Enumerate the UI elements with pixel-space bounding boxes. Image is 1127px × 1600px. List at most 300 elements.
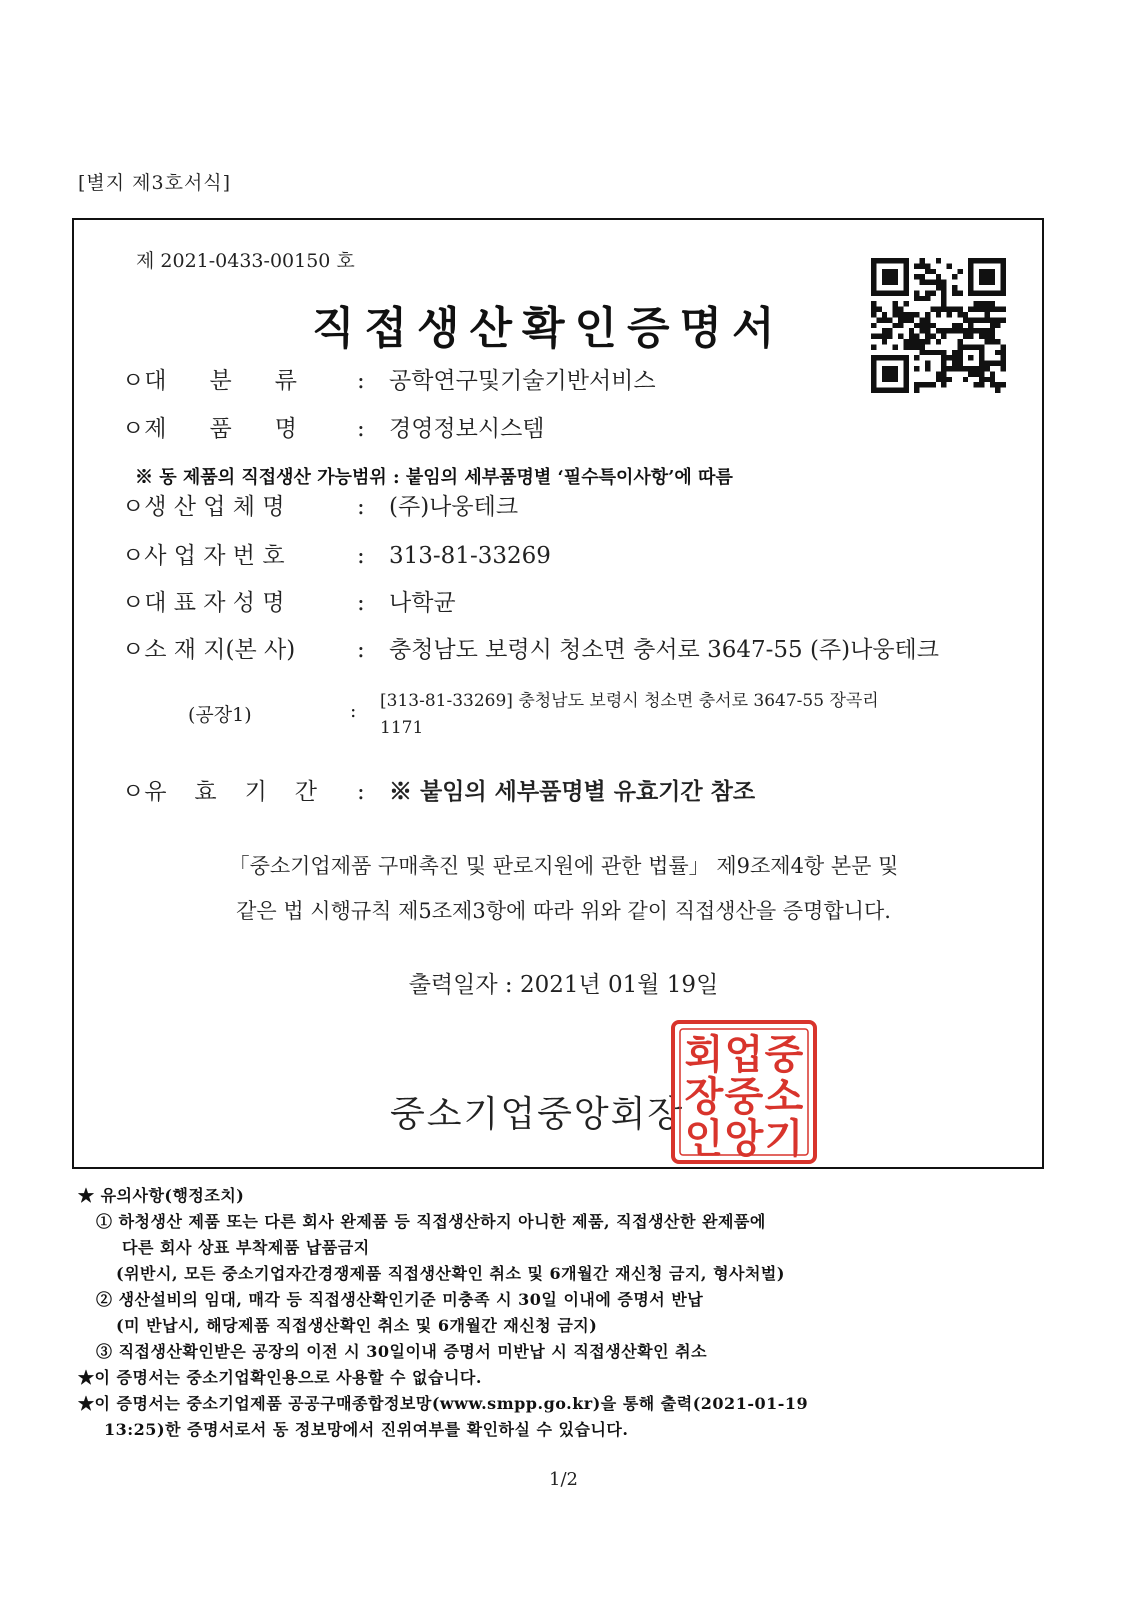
- qr-module: [968, 334, 973, 339]
- field-category: [122, 362, 656, 395]
- qr-module: [914, 355, 919, 360]
- qr-module: [909, 334, 914, 339]
- qr-module: [947, 263, 952, 268]
- qr-module: [893, 301, 898, 306]
- qr-module: [871, 355, 876, 360]
- qr-module: [898, 323, 903, 328]
- qr-module: [995, 382, 1000, 387]
- qr-module: [909, 328, 914, 333]
- colon: :: [350, 700, 357, 722]
- issue-date: 출력일자 : 2021년 01월 19일: [408, 972, 719, 998]
- seal-character: 소: [764, 1073, 804, 1120]
- field-business-number-label: ㅇ사 업 자 번 호: [122, 543, 285, 569]
- qr-module: [941, 377, 946, 382]
- notice-item: ③ 직접생산확인받은 공장의 이전 시 30일이내 증명서 미반납 시 직접생산확인 취소: [96, 1342, 708, 1361]
- qr-module: [936, 377, 941, 382]
- notice-item: 13:25)한 증명서로서 동 정보망에서 진위여부를 확인하실 수 있습니다.: [104, 1420, 629, 1439]
- qr-module: [990, 382, 995, 387]
- qr-module: [887, 328, 892, 333]
- qr-module: [995, 339, 1000, 344]
- qr-module: [990, 317, 995, 322]
- qr-module: [898, 258, 903, 263]
- qr-module: [936, 274, 941, 279]
- qr-module: [968, 323, 973, 328]
- qr-module: [930, 280, 935, 285]
- colon: :: [357, 494, 365, 520]
- qr-module: [941, 307, 946, 312]
- qr-module: [995, 290, 1000, 295]
- qr-module: [914, 290, 919, 295]
- issuer-name: 중소기업중앙회장: [390, 1094, 685, 1135]
- qr-module: [925, 317, 930, 322]
- field-address: [122, 631, 939, 664]
- form-number-label: [별지 제3호서식]: [78, 172, 232, 194]
- qr-module: [979, 307, 984, 312]
- qr-module: [925, 334, 930, 339]
- field-factory-value: [380, 688, 1010, 742]
- qr-module: [882, 269, 887, 274]
- qr-module: [903, 361, 908, 366]
- qr-module: [957, 323, 962, 328]
- qr-module: [957, 361, 962, 366]
- qr-module: [941, 290, 946, 295]
- qr-module: [990, 361, 995, 366]
- qr-module: [920, 258, 925, 263]
- qr-module: [990, 258, 995, 263]
- certificate-title: 직접생산확인증명서: [312, 303, 785, 354]
- qr-module: [871, 388, 876, 393]
- qr-module: [974, 382, 979, 387]
- qr-module: [920, 263, 925, 268]
- qr-module: [968, 328, 973, 333]
- qr-module: [930, 323, 935, 328]
- qr-module: [887, 317, 892, 322]
- qr-module: [887, 366, 892, 371]
- qr-module: [893, 280, 898, 285]
- field-validity-value: ※ 붙임의 세부품명별 유효기간 참조: [389, 778, 756, 805]
- production-scope-note: ※ 동 제품의 직접생산 가능범위 : 붙임의 세부품명별 ‘필수특이사항’에 따름: [135, 467, 733, 488]
- label-char: 품: [209, 416, 232, 442]
- qr-module: [871, 312, 876, 317]
- seal-character: 업: [724, 1031, 764, 1078]
- qr-module: [984, 377, 989, 382]
- field-validity: [122, 773, 755, 806]
- qr-module: [903, 312, 908, 317]
- qr-module: [887, 334, 892, 339]
- qr-module: [920, 323, 925, 328]
- qr-module: [887, 371, 892, 376]
- field-product-label: [122, 410, 297, 443]
- notice-item: ① 하청생산 제품 또는 다른 회사 완제품 등 직접생산하지 아니한 제품, 직접생산한 완제품에: [96, 1212, 766, 1231]
- qr-module: [871, 361, 876, 366]
- qr-module: [893, 269, 898, 274]
- qr-module: [995, 361, 1000, 366]
- qr-module: [968, 274, 973, 279]
- qr-module: [984, 274, 989, 279]
- qr-module: [990, 307, 995, 312]
- qr-module: [920, 339, 925, 344]
- qr-module: [963, 312, 968, 317]
- qr-module: [914, 339, 919, 344]
- qr-module: [974, 301, 979, 306]
- qr-module: [909, 339, 914, 344]
- qr-module: [903, 263, 908, 268]
- qr-module: [941, 296, 946, 301]
- qr-module: [882, 366, 887, 371]
- qr-module: [968, 280, 973, 285]
- qr-module: [984, 301, 989, 306]
- field-address-label: ㅇ소 재 지(본 사): [122, 637, 296, 663]
- qr-module: [887, 274, 892, 279]
- field-representative-label: ㅇ대 표 자 성 명: [122, 590, 285, 616]
- qr-module: [947, 355, 952, 360]
- qr-module: [952, 323, 957, 328]
- qr-module: [979, 290, 984, 295]
- qr-module: [893, 312, 898, 317]
- qr-module: [984, 328, 989, 333]
- qr-module: [914, 263, 919, 268]
- qr-module: [920, 274, 925, 279]
- qr-module: [887, 258, 892, 263]
- qr-module: [893, 355, 898, 360]
- qr-module: [903, 269, 908, 274]
- qr-module: [952, 274, 957, 279]
- qr-module: [968, 355, 973, 360]
- qr-module: [882, 290, 887, 295]
- qr-module: [898, 290, 903, 295]
- qr-module: [920, 328, 925, 333]
- qr-module: [887, 269, 892, 274]
- qr-module: [947, 366, 952, 371]
- field-representative: [122, 584, 456, 617]
- qr-module: [947, 307, 952, 312]
- qr-module: [882, 371, 887, 376]
- qr-module: [903, 344, 908, 349]
- qr-module: [941, 366, 946, 371]
- qr-module: [893, 323, 898, 328]
- qr-module: [882, 377, 887, 382]
- factory-address-line: [313-81-33269] 충청남도 보령시 청소면 충서로 3647-55 장곡리: [380, 691, 879, 711]
- qr-module: [984, 334, 989, 339]
- colon: :: [357, 543, 365, 569]
- qr-module: [898, 334, 903, 339]
- qr-module: [941, 350, 946, 355]
- field-product: [122, 410, 545, 443]
- qr-module: [925, 269, 930, 274]
- qr-module: [990, 334, 995, 339]
- qr-module: [920, 344, 925, 349]
- qr-module: [871, 366, 876, 371]
- qr-module: [936, 307, 941, 312]
- qr-module: [1001, 350, 1006, 355]
- field-category-label: [122, 362, 297, 395]
- qr-module: [914, 312, 919, 317]
- qr-module: [914, 344, 919, 349]
- field-product-value: 경영정보시스템: [389, 416, 545, 442]
- qr-module: [871, 263, 876, 268]
- qr-module: [957, 366, 962, 371]
- qr-module: [887, 290, 892, 295]
- qr-module: [984, 307, 989, 312]
- qr-module: [925, 361, 930, 366]
- qr-module: [898, 355, 903, 360]
- qr-module: [947, 312, 952, 317]
- qr-module: [1001, 290, 1006, 295]
- qr-module: [882, 258, 887, 263]
- qr-module: [914, 274, 919, 279]
- qr-module: [1001, 269, 1006, 274]
- qr-module: [887, 388, 892, 393]
- qr-module: [936, 312, 941, 317]
- qr-module: [882, 388, 887, 393]
- qr-module: [903, 301, 908, 306]
- qr-module: [979, 301, 984, 306]
- qr-module: [990, 280, 995, 285]
- qr-module: [963, 334, 968, 339]
- qr-module: [871, 280, 876, 285]
- qr-module: [936, 371, 941, 376]
- qr-module: [936, 280, 941, 285]
- qr-module: [914, 388, 919, 393]
- qr-module: [984, 339, 989, 344]
- qr-module: [871, 301, 876, 306]
- qr-module: [876, 290, 881, 295]
- qr-module: [893, 307, 898, 312]
- qr-module: [941, 328, 946, 333]
- qr-module: [990, 339, 995, 344]
- qr-module: [941, 355, 946, 360]
- qr-module: [984, 269, 989, 274]
- qr-module: [941, 285, 946, 290]
- qr-module: [963, 328, 968, 333]
- qr-module: [876, 388, 881, 393]
- notice-item: (위반시, 모든 중소기업자간경쟁제품 직접생산확인 취소 및 6개월간 재신청 금지, 형사처벌): [116, 1264, 785, 1283]
- qr-module: [990, 371, 995, 376]
- qr-module: [893, 366, 898, 371]
- qr-module: [1001, 285, 1006, 290]
- qr-module: [990, 301, 995, 306]
- qr-module: [882, 334, 887, 339]
- qr-module: [979, 371, 984, 376]
- qr-module: [925, 366, 930, 371]
- qr-module: [893, 274, 898, 279]
- qr-module: [893, 344, 898, 349]
- qr-module: [979, 258, 984, 263]
- qr-module: [882, 339, 887, 344]
- qr-module: [984, 366, 989, 371]
- colon: :: [357, 779, 365, 805]
- seal-character: 중: [764, 1031, 804, 1078]
- seal-character: 앙: [724, 1115, 764, 1162]
- qr-module: [903, 382, 908, 387]
- qr-module: [1001, 361, 1006, 366]
- qr-module: [893, 388, 898, 393]
- qr-module: [930, 269, 935, 274]
- notice-heading: ★ 유의사항(행정조치): [78, 1186, 245, 1205]
- qr-module: [968, 290, 973, 295]
- qr-module: [925, 312, 930, 317]
- qr-code-icon: [871, 258, 1006, 393]
- qr-module: [882, 312, 887, 317]
- label-char: 효: [194, 779, 217, 805]
- qr-module: [990, 323, 995, 328]
- qr-module: [876, 355, 881, 360]
- seal-character: 회: [684, 1031, 724, 1078]
- qr-module: [957, 339, 962, 344]
- qr-module: [968, 371, 973, 376]
- qr-module: [871, 269, 876, 274]
- qr-module: [925, 350, 930, 355]
- qr-module: [995, 258, 1000, 263]
- seal-character: 인: [684, 1115, 724, 1162]
- qr-module: [876, 258, 881, 263]
- notice-item: (미 반납시, 해당제품 직접생산확인 취소 및 6개월간 재신청 금지): [116, 1316, 598, 1335]
- qr-module: [903, 285, 908, 290]
- label-char: 간: [294, 779, 317, 805]
- qr-module: [1001, 307, 1006, 312]
- qr-module: [957, 350, 962, 355]
- qr-module: [1001, 263, 1006, 268]
- qr-module: [920, 280, 925, 285]
- qr-module: [1001, 274, 1006, 279]
- qr-module: [984, 312, 989, 317]
- qr-module: [974, 344, 979, 349]
- field-company: [122, 488, 518, 521]
- qr-module: [979, 366, 984, 371]
- qr-module: [909, 317, 914, 322]
- qr-module: [903, 355, 908, 360]
- qr-module: [898, 388, 903, 393]
- qr-module: [974, 328, 979, 333]
- qr-module: [925, 280, 930, 285]
- qr-module: [995, 317, 1000, 322]
- qr-module: [1001, 382, 1006, 387]
- qr-module: [882, 328, 887, 333]
- qr-module: [979, 274, 984, 279]
- qr-module: [941, 361, 946, 366]
- qr-module: [947, 328, 952, 333]
- qr-module: [1001, 366, 1006, 371]
- certificate-number: 제 2021-0433-00150 호: [136, 250, 355, 272]
- colon: :: [357, 416, 365, 442]
- qr-module: [941, 280, 946, 285]
- qr-module: [979, 361, 984, 366]
- qr-module: [909, 312, 914, 317]
- qr-module: [882, 355, 887, 360]
- qr-module: [941, 371, 946, 376]
- qr-module: [963, 317, 968, 322]
- qr-module: [925, 323, 930, 328]
- legal-basis-line: 「중소기업제품 구매촉진 및 판로지원에 관한 법률」 제9조제4항 본문 및: [228, 854, 899, 878]
- field-business-number: [122, 537, 551, 570]
- qr-module: [925, 290, 930, 295]
- qr-module: [871, 334, 876, 339]
- qr-module: [979, 344, 984, 349]
- qr-module: [984, 361, 989, 366]
- qr-module: [871, 382, 876, 387]
- qr-module: [893, 258, 898, 263]
- qr-module: [957, 269, 962, 274]
- qr-module: [887, 377, 892, 382]
- qr-module: [903, 258, 908, 263]
- qr-module: [898, 317, 903, 322]
- qr-module: [882, 280, 887, 285]
- field-factory-label: (공장1): [188, 704, 252, 726]
- qr-module: [930, 334, 935, 339]
- qr-module: [893, 377, 898, 382]
- qr-module: [871, 377, 876, 382]
- qr-module: [941, 301, 946, 306]
- qr-module: [876, 307, 881, 312]
- factory-address-line: 1171: [380, 718, 424, 738]
- qr-module: [941, 382, 946, 387]
- qr-module: [882, 274, 887, 279]
- qr-module: [968, 263, 973, 268]
- qr-module: [990, 274, 995, 279]
- qr-module: [903, 371, 908, 376]
- legal-basis-line: 같은 법 시행규칙 제5조제3항에 따라 위와 같이 직접생산을 증명합니다.: [236, 899, 891, 923]
- qr-module: [898, 307, 903, 312]
- qr-module: [974, 366, 979, 371]
- qr-module: [952, 366, 957, 371]
- qr-module: [882, 317, 887, 322]
- qr-module: [979, 280, 984, 285]
- qr-module: [968, 307, 973, 312]
- qr-module: [914, 323, 919, 328]
- qr-module: [1001, 317, 1006, 322]
- qr-module: [893, 290, 898, 295]
- notice-item: ★이 증명서는 중소기업제품 공공구매종합정보망(www.smpp.go.kr)을 통해 출력(2021-01-19: [78, 1394, 809, 1413]
- field-representative-value: 나학균: [389, 590, 456, 616]
- qr-module: [925, 263, 930, 268]
- qr-module: [1001, 355, 1006, 360]
- qr-module: [871, 274, 876, 279]
- label-char: 류: [274, 368, 297, 394]
- qr-module: [957, 290, 962, 295]
- qr-module: [925, 296, 930, 301]
- qr-module: [979, 269, 984, 274]
- qr-module: [871, 344, 876, 349]
- qr-module: [936, 258, 941, 263]
- qr-module: [952, 328, 957, 333]
- qr-module: [1001, 280, 1006, 285]
- qr-module: [936, 328, 941, 333]
- qr-module: [984, 258, 989, 263]
- qr-module: [887, 355, 892, 360]
- seal-character: 기: [764, 1115, 804, 1162]
- qr-module: [903, 274, 908, 279]
- qr-module: [925, 382, 930, 387]
- qr-module: [963, 366, 968, 371]
- qr-module: [957, 355, 962, 360]
- qr-module: [974, 317, 979, 322]
- qr-module: [957, 328, 962, 333]
- qr-module: [984, 280, 989, 285]
- qr-module: [909, 344, 914, 349]
- qr-module: [936, 350, 941, 355]
- label-char: ㅇ유: [122, 779, 167, 805]
- qr-module: [968, 269, 973, 274]
- qr-module: [903, 280, 908, 285]
- qr-module: [930, 350, 935, 355]
- qr-module: [925, 339, 930, 344]
- qr-module: [903, 366, 908, 371]
- qr-module: [914, 382, 919, 387]
- qr-module: [974, 258, 979, 263]
- qr-module: [903, 317, 908, 322]
- qr-module: [876, 334, 881, 339]
- qr-module: [968, 258, 973, 263]
